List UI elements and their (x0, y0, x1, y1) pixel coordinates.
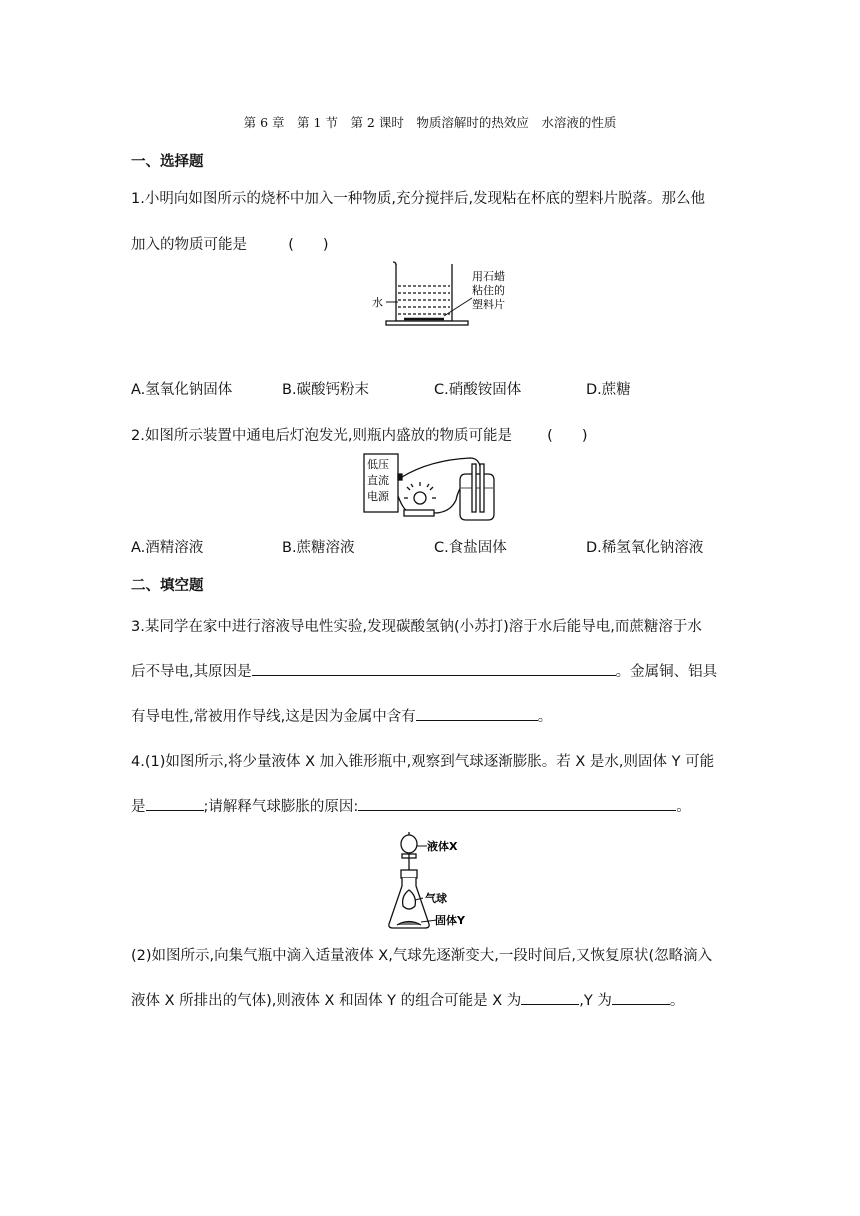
option-d[interactable]: D.稀氢氧化钠溶液 (586, 540, 704, 556)
question-3-text-cont2 (131, 705, 552, 726)
circuit-figure (360, 450, 500, 526)
question-4-fragment: 是 (131, 799, 146, 815)
question-3-fragment: 后不导电,其原因是 (131, 664, 252, 680)
plastic-label-3: 塑料片 (472, 298, 505, 311)
plastic-label-1: 用石蜡 (472, 270, 505, 283)
option-d[interactable]: D.蔗糖 (586, 382, 631, 398)
answer-paren: ( ) (547, 428, 588, 444)
answer-blank[interactable] (146, 798, 204, 811)
question-1-stem-end: 加入的物质可能是 (131, 237, 247, 253)
answer-paren: ( ) (288, 237, 329, 253)
plastic-label-2: 粘住的 (472, 284, 505, 297)
option-c[interactable]: C.硝酸铵固体 (434, 382, 522, 398)
answer-blank[interactable] (521, 992, 579, 1005)
question-3-text: 3.某同学在家中进行溶液导电性实验,发现碳酸氢钠(小苏打)溶于水后能导电,而蔗糖溶于水 (131, 619, 702, 635)
question-3-fragment: 有导电性,常被用作导线,这是因为金属中含有 (131, 709, 416, 725)
answer-blank[interactable] (358, 798, 676, 811)
question-4-text: 4.(1)如图所示,将少量液体 X 加入锥形瓶中,观察到气球逐渐膨胀。若 X 是水,则固体 Y 可能 (131, 754, 715, 770)
page-title: 第 6 章 第 1 节 第 2 课时 物质溶解时的热效应 水溶液的性质 (243, 115, 617, 130)
section-heading-fill: 二、填空题 (131, 578, 204, 594)
question-4-fragment: 。 (676, 799, 691, 815)
question-2-text (131, 424, 588, 445)
question-3-fragment: 。金属铜、铝具 (615, 664, 718, 680)
balloon-label: 气球 (425, 892, 447, 905)
power-label-2: 直流 (367, 474, 389, 487)
question-3-text-cont (131, 660, 717, 681)
question-4-fragment: ,Y 为 (579, 993, 612, 1009)
question-4-fragment: ;请解释气球膨胀的原因: (203, 799, 359, 815)
liquid-x-label: 液体X (427, 840, 458, 853)
question-4-part2-text-cont (131, 989, 684, 1010)
option-c[interactable]: C.食盐固体 (434, 540, 507, 556)
option-a[interactable]: A.酒精溶液 (131, 540, 204, 556)
beaker-figure (368, 258, 505, 330)
water-label: 水 (372, 296, 383, 309)
question-2-stem: 2.如图所示装置中通电后灯泡发光,则瓶内盛放的物质可能是 (131, 428, 512, 444)
option-b[interactable]: B.碳酸钙粉末 (282, 382, 370, 398)
option-a[interactable]: A.氢氧化钠固体 (131, 382, 233, 398)
question-4-fragment: 液体 X 所排出的气体),则液体 X 和固体 Y 的组合可能是 X 为 (131, 993, 522, 1009)
power-label-3: 电源 (367, 490, 389, 503)
question-4-part2-text: (2)如图所示,向集气瓶中滴入适量液体 X,气球先逐渐变大,一段时间后,又恢复原状(忽略滴入 (131, 948, 713, 964)
answer-blank[interactable] (252, 663, 616, 676)
answer-blank[interactable] (416, 708, 538, 721)
question-1-text: 1.小明向如图所示的烧杯中加入一种物质,充分搅拌后,发现粘在杯底的塑料片脱落。那么他 (131, 191, 706, 207)
power-label-1: 低压 (367, 458, 389, 471)
section-heading-choice: 一、选择题 (131, 154, 204, 170)
flask-figure (385, 828, 485, 938)
question-4-text-cont (131, 795, 691, 816)
solid-y-label: 固体Y (435, 914, 465, 927)
answer-blank[interactable] (612, 992, 670, 1005)
question-4-fragment: 。 (669, 993, 685, 1009)
question-3-fragment: 。 (537, 709, 553, 725)
option-b[interactable]: B.蔗糖溶液 (282, 540, 355, 556)
question-1-text-cont (131, 233, 329, 254)
